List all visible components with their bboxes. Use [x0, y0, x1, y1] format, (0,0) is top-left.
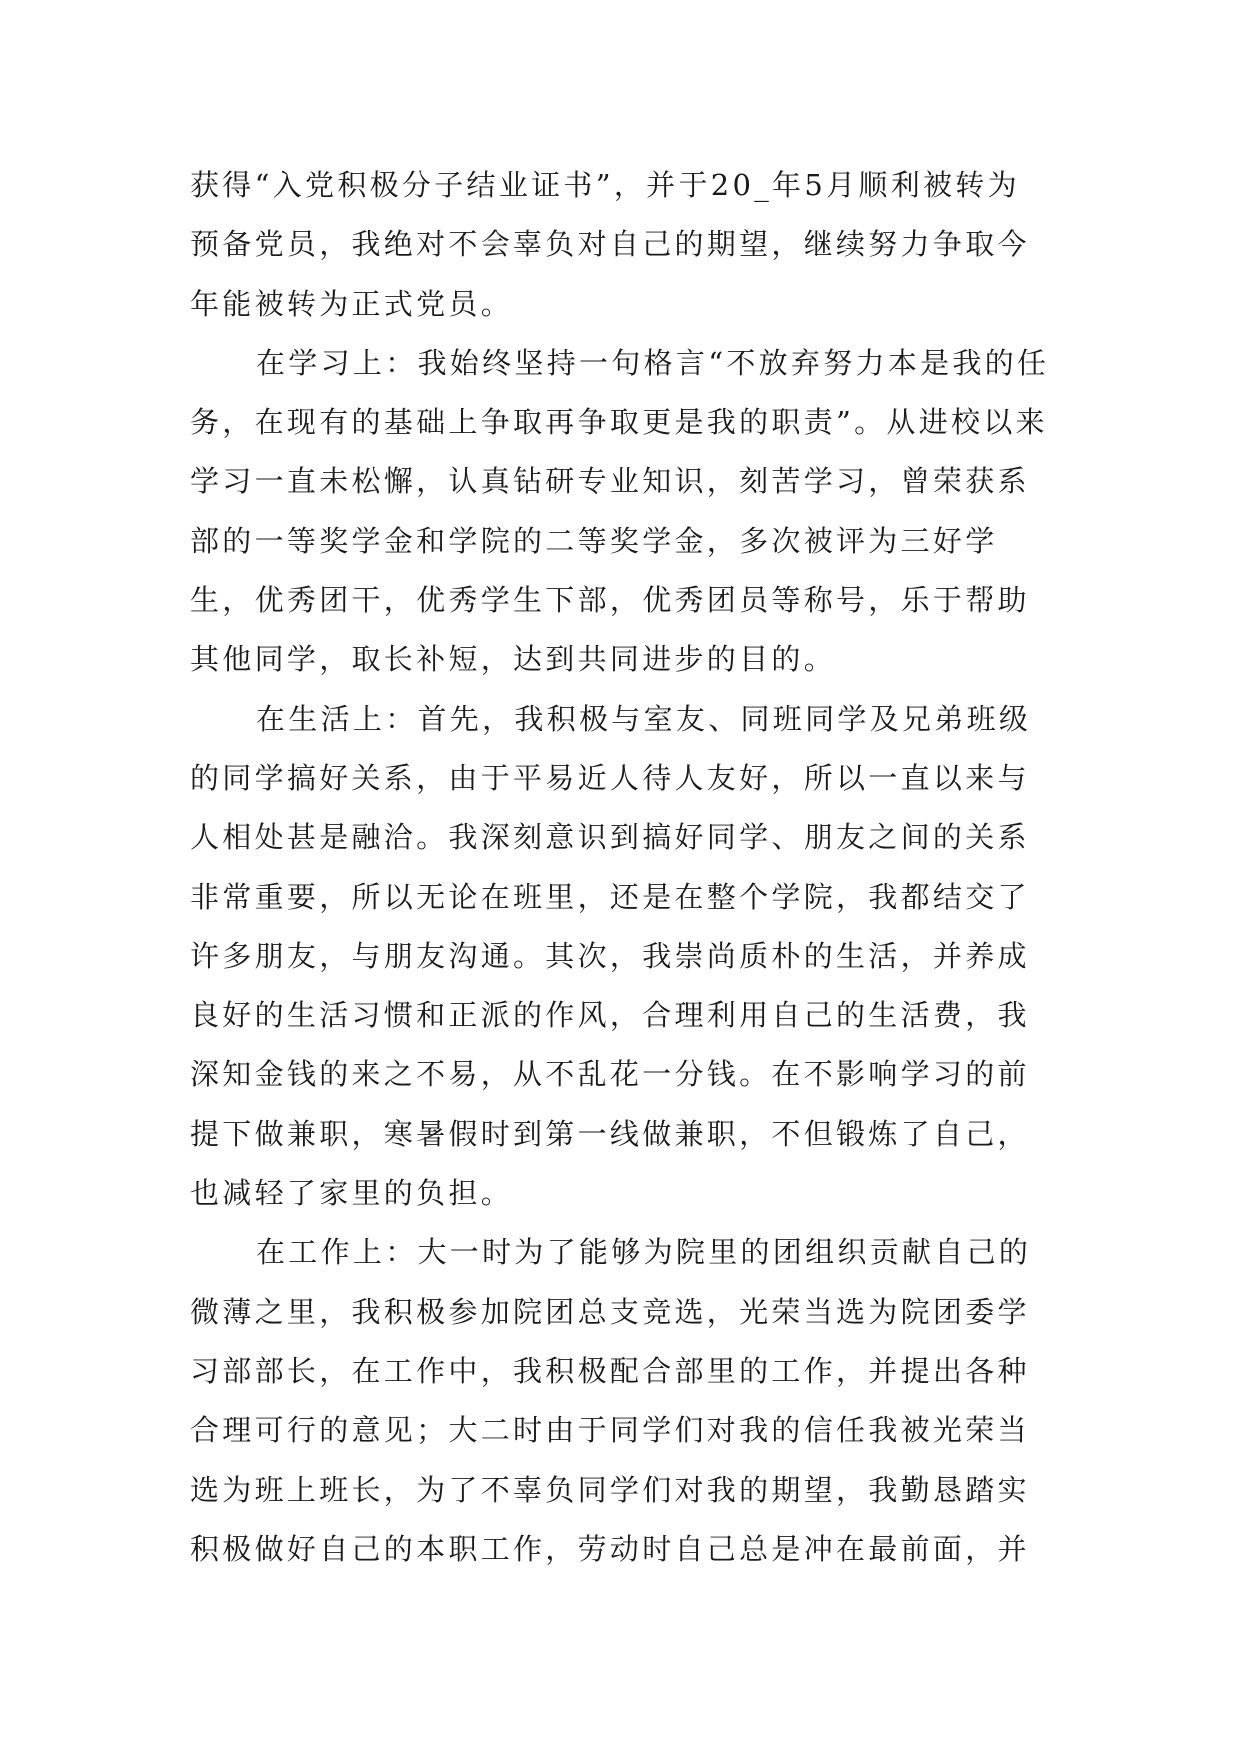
- paragraph-life: 在生活上：首先，我积极与室友、同班同学及兄弟班级的同学搞好关系，由于平易近人待人友好，所以一直以来与人相处甚是融洽。我深刻意识到搞好同学、朋友之间的关系非常重要，所以无论在班里，还是在整个学院，我都结交了许多朋友，与朋友沟通。其次，我崇尚质朴的生活，并养成良好的生活习惯和正派的作风，合理利用自己的生活费，我深知金钱的来之不易，从不乱花一分钱。在不影响学习的前提下做兼职，寒暑假时到第一线做兼职，不但锻炼了自己，也减轻了家里的负担。: [190, 701, 1032, 1211]
- document-body: [190, 156, 1050, 1579]
- paragraph-study: 在学习上：我始终坚持一句格言“不放弃努力本是我的任务，在现有的基础上争取再争取更是我的职责”。从进校以来学习一直未松懈，认真钻研专业知识，刻苦学习，曾荣获系部的一等奖学金和学院的二等奖学金，多次被评为三好学生，优秀团干，优秀学生下部，优秀团员等称号，乐于帮助其他同学，取长补短，达到共同进步的目的。: [190, 345, 1050, 677]
- paragraph-continuation: 获得“入党积极分子结业证书”，并于20_年5月顺利被转为预备党员，我绝对不会辜负对自己的期望，继续努力争取今年能被转为正式党员。: [190, 168, 1030, 321]
- paragraph-work: 在工作上：大一时为了能够为院里的团组织贡献自己的微薄之里，我积极参加院团总支竞选，光荣当选为院团委学习部部长，在工作中，我积极配合部里的工作，并提出各种合理可行的意见；大二时由于同学们对我的信任我被光荣当选为班上班长，为了不辜负同学们对我的期望，我勤恳踏实积极做好自己的本职工作，劳动时自己总是冲在最前面，并: [190, 1235, 1032, 1566]
